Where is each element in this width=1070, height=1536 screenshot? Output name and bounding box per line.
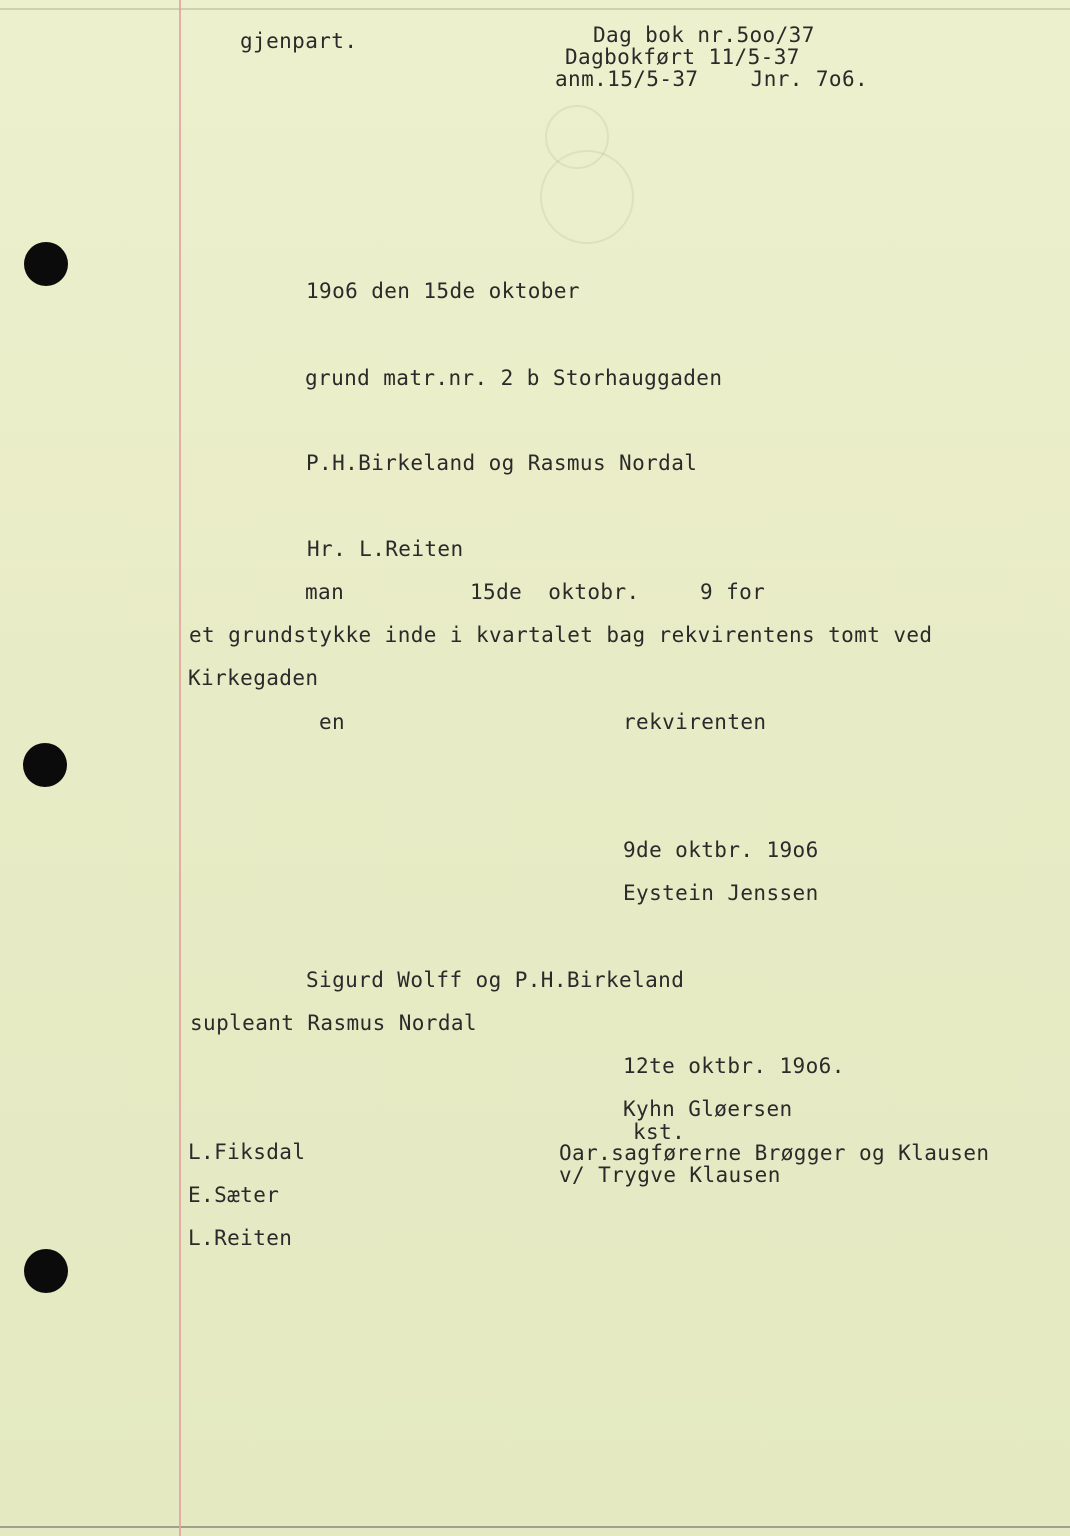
role-word-1: en xyxy=(319,710,346,734)
property-line: grund matr.nr. 2 b Storhauggaden xyxy=(305,366,723,390)
signature-date-2: 12te oktbr. 19o6. xyxy=(623,1054,845,1078)
lawyers-line-1: Oar.sagførerne Brøgger og Klausen xyxy=(559,1141,990,1165)
document-date: 19o6 den 15de oktober xyxy=(306,279,580,303)
supplement-line: supleant Rasmus Nordal xyxy=(190,1011,477,1035)
signatory-2: Kyhn Gløersen xyxy=(623,1097,793,1121)
role-word-2: rekvirenten xyxy=(623,710,767,734)
meeting-date: 15de oktobr. xyxy=(470,580,640,604)
name-2: E.Sæter xyxy=(188,1183,280,1207)
parties-line: P.H.Birkeland og Rasmus Nordal xyxy=(306,451,698,475)
annotation-line: anm.15/5-37 Jnr. 7o6. xyxy=(555,67,869,91)
margin-rule xyxy=(179,0,181,1536)
signature-date-1: 9de oktbr. 19o6 xyxy=(623,838,819,862)
signatory-1: Eystein Jenssen xyxy=(623,881,819,905)
punch-hole xyxy=(24,242,68,286)
addressee: Hr. L.Reiten xyxy=(307,537,464,561)
name-3: L.Reiten xyxy=(188,1226,293,1250)
meeting-text-1: man xyxy=(305,580,345,604)
description-line-2: Kirkegaden xyxy=(188,666,319,690)
description-line-1: et grundstykke inde i kvartalet bag rekvirentens tomt ved xyxy=(189,623,933,647)
punch-hole xyxy=(24,1249,68,1293)
top-edge xyxy=(0,8,1070,10)
journal-entry-number: Dag bok nr.5oo/37 xyxy=(593,23,815,47)
name-1: L.Fiksdal xyxy=(188,1140,306,1164)
signatory-2-title: kst. xyxy=(633,1120,686,1144)
bottom-edge xyxy=(0,1526,1070,1528)
copy-label: gjenpart. xyxy=(240,29,358,53)
punch-hole xyxy=(23,743,67,787)
lawyers-line-2: v/ Trygve Klausen xyxy=(559,1163,781,1187)
faint-stamp-mark xyxy=(540,150,634,244)
witnesses-line: Sigurd Wolff og P.H.Birkeland xyxy=(306,968,685,992)
journal-date: Dagbokført 11/5-37 xyxy=(565,45,800,69)
meeting-time: 9 for xyxy=(700,580,766,604)
